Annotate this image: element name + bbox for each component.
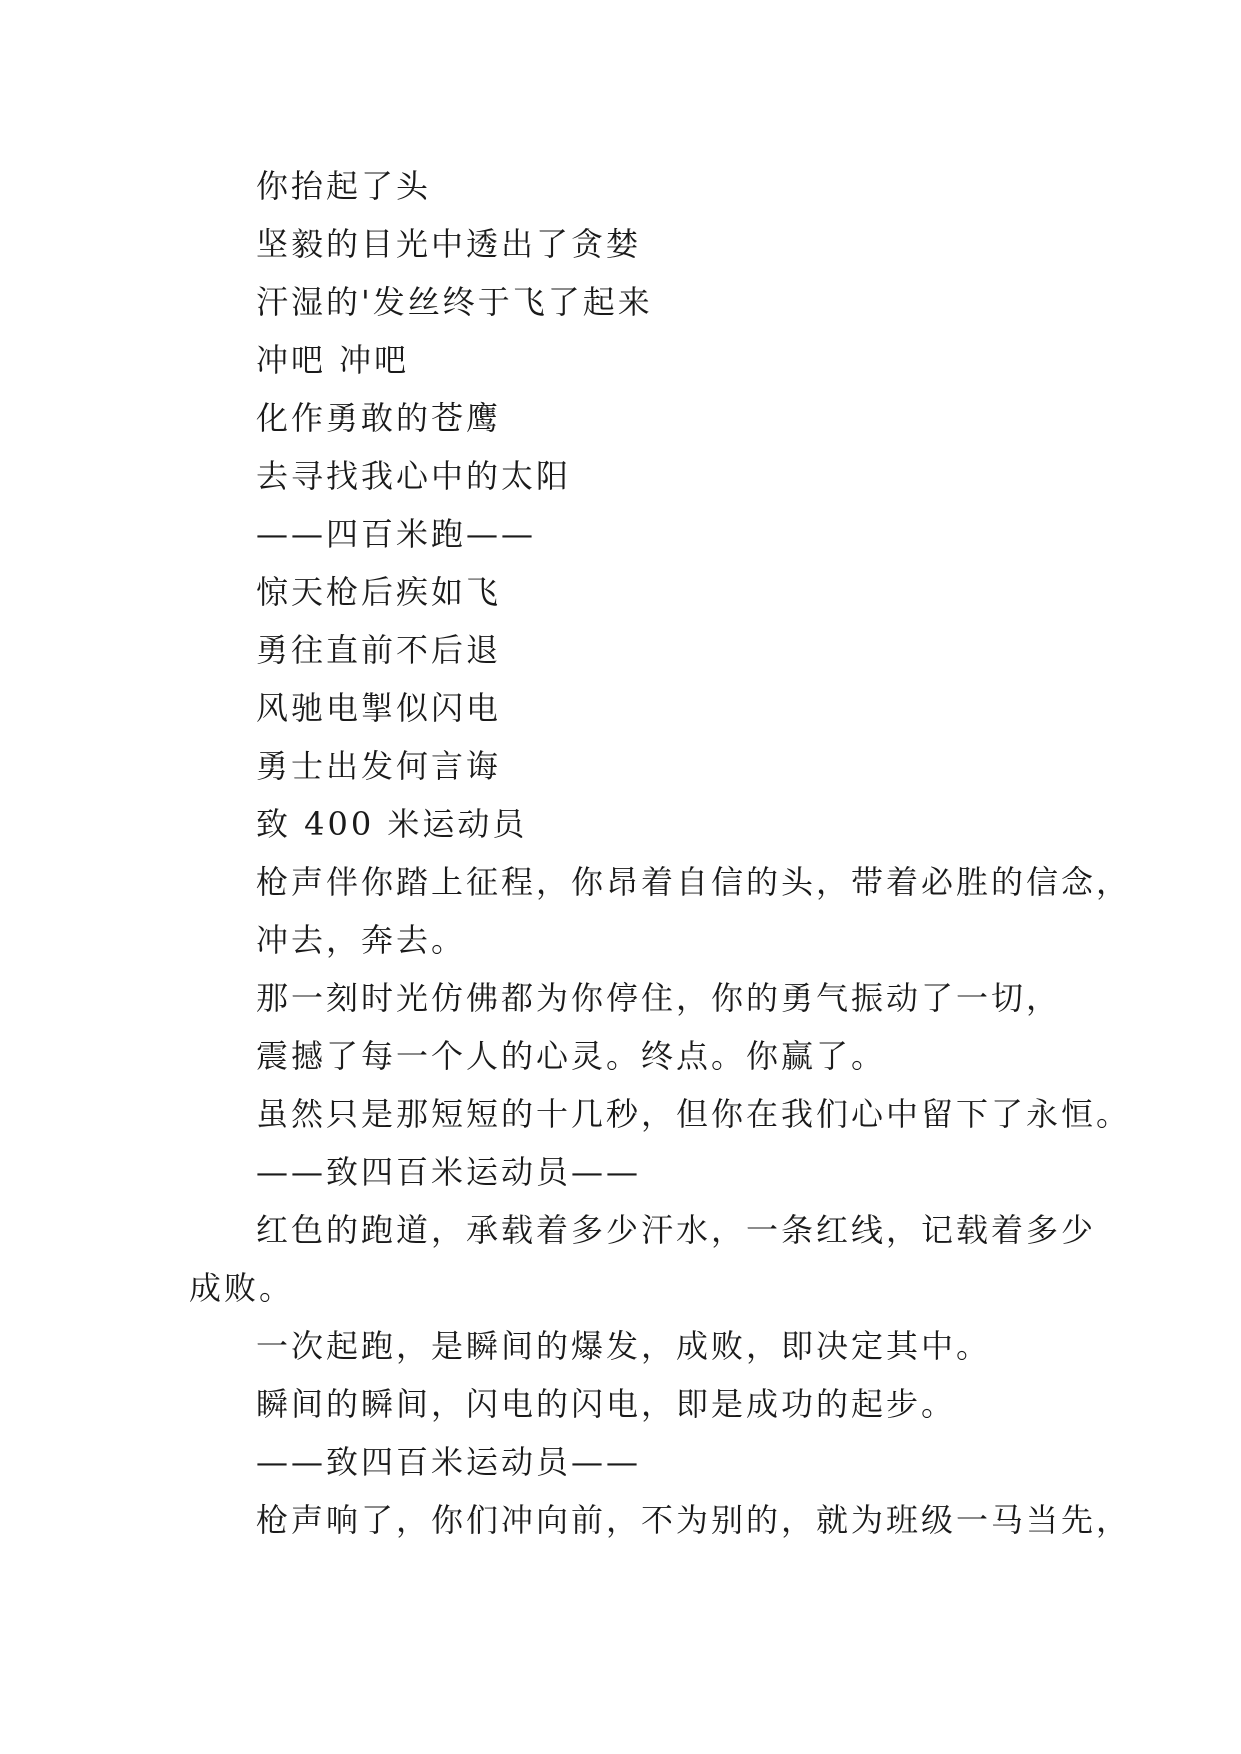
text-line: 风驰电掣似闪电 <box>256 689 502 727</box>
text-line: 勇往直前不后退 <box>256 631 502 669</box>
text-line: 你抬起了头 <box>256 167 432 205</box>
section-title: 致 400 米运动员 <box>256 805 528 843</box>
text-line: 枪声伴你踏上征程，你昂着自信的头，带着必胜的信念， <box>256 863 1132 901</box>
text-line: 去寻找我心中的太阳 <box>256 457 572 495</box>
text-line: 枪声响了，你们冲向前，不为别的，就为班级一马当先， <box>256 1501 1132 1539</box>
text-line: 虽然只是那短短的十几秒，但你在我们心中留下了永恒。 <box>256 1095 1132 1133</box>
text-line: 坚毅的目光中透出了贪婪 <box>256 225 642 263</box>
section-divider: ——致四百米运动员—— <box>256 1153 642 1191</box>
section-divider: ——致四百米运动员—— <box>256 1443 642 1481</box>
text-line: 勇士出发何言诲 <box>256 747 502 785</box>
text-line: 一次起跑，是瞬间的爆发，成败，即决定其中。 <box>256 1327 992 1365</box>
text-line: 汗湿的'发丝终于飞了起来 <box>256 283 653 321</box>
section-divider: ——四百米跑—— <box>256 515 537 553</box>
text-line: 那一刻时光仿佛都为你停住，你的勇气振动了一切， <box>256 979 1062 1017</box>
text-line: 冲吧 冲吧 <box>256 341 410 379</box>
text-line: 瞬间的瞬间，闪电的闪电，即是成功的起步。 <box>256 1385 957 1423</box>
text-line: 成败。 <box>189 1269 295 1307</box>
text-line: 冲去，奔去。 <box>256 921 467 959</box>
text-line: 震撼了每一个人的心灵。终点。你赢了。 <box>256 1037 887 1075</box>
text-line: 惊天枪后疾如飞 <box>256 573 502 611</box>
text-line: 化作勇敢的苍鹰 <box>256 399 502 437</box>
text-line: 红色的跑道，承载着多少汗水，一条红线，记载着多少 <box>256 1211 1097 1249</box>
